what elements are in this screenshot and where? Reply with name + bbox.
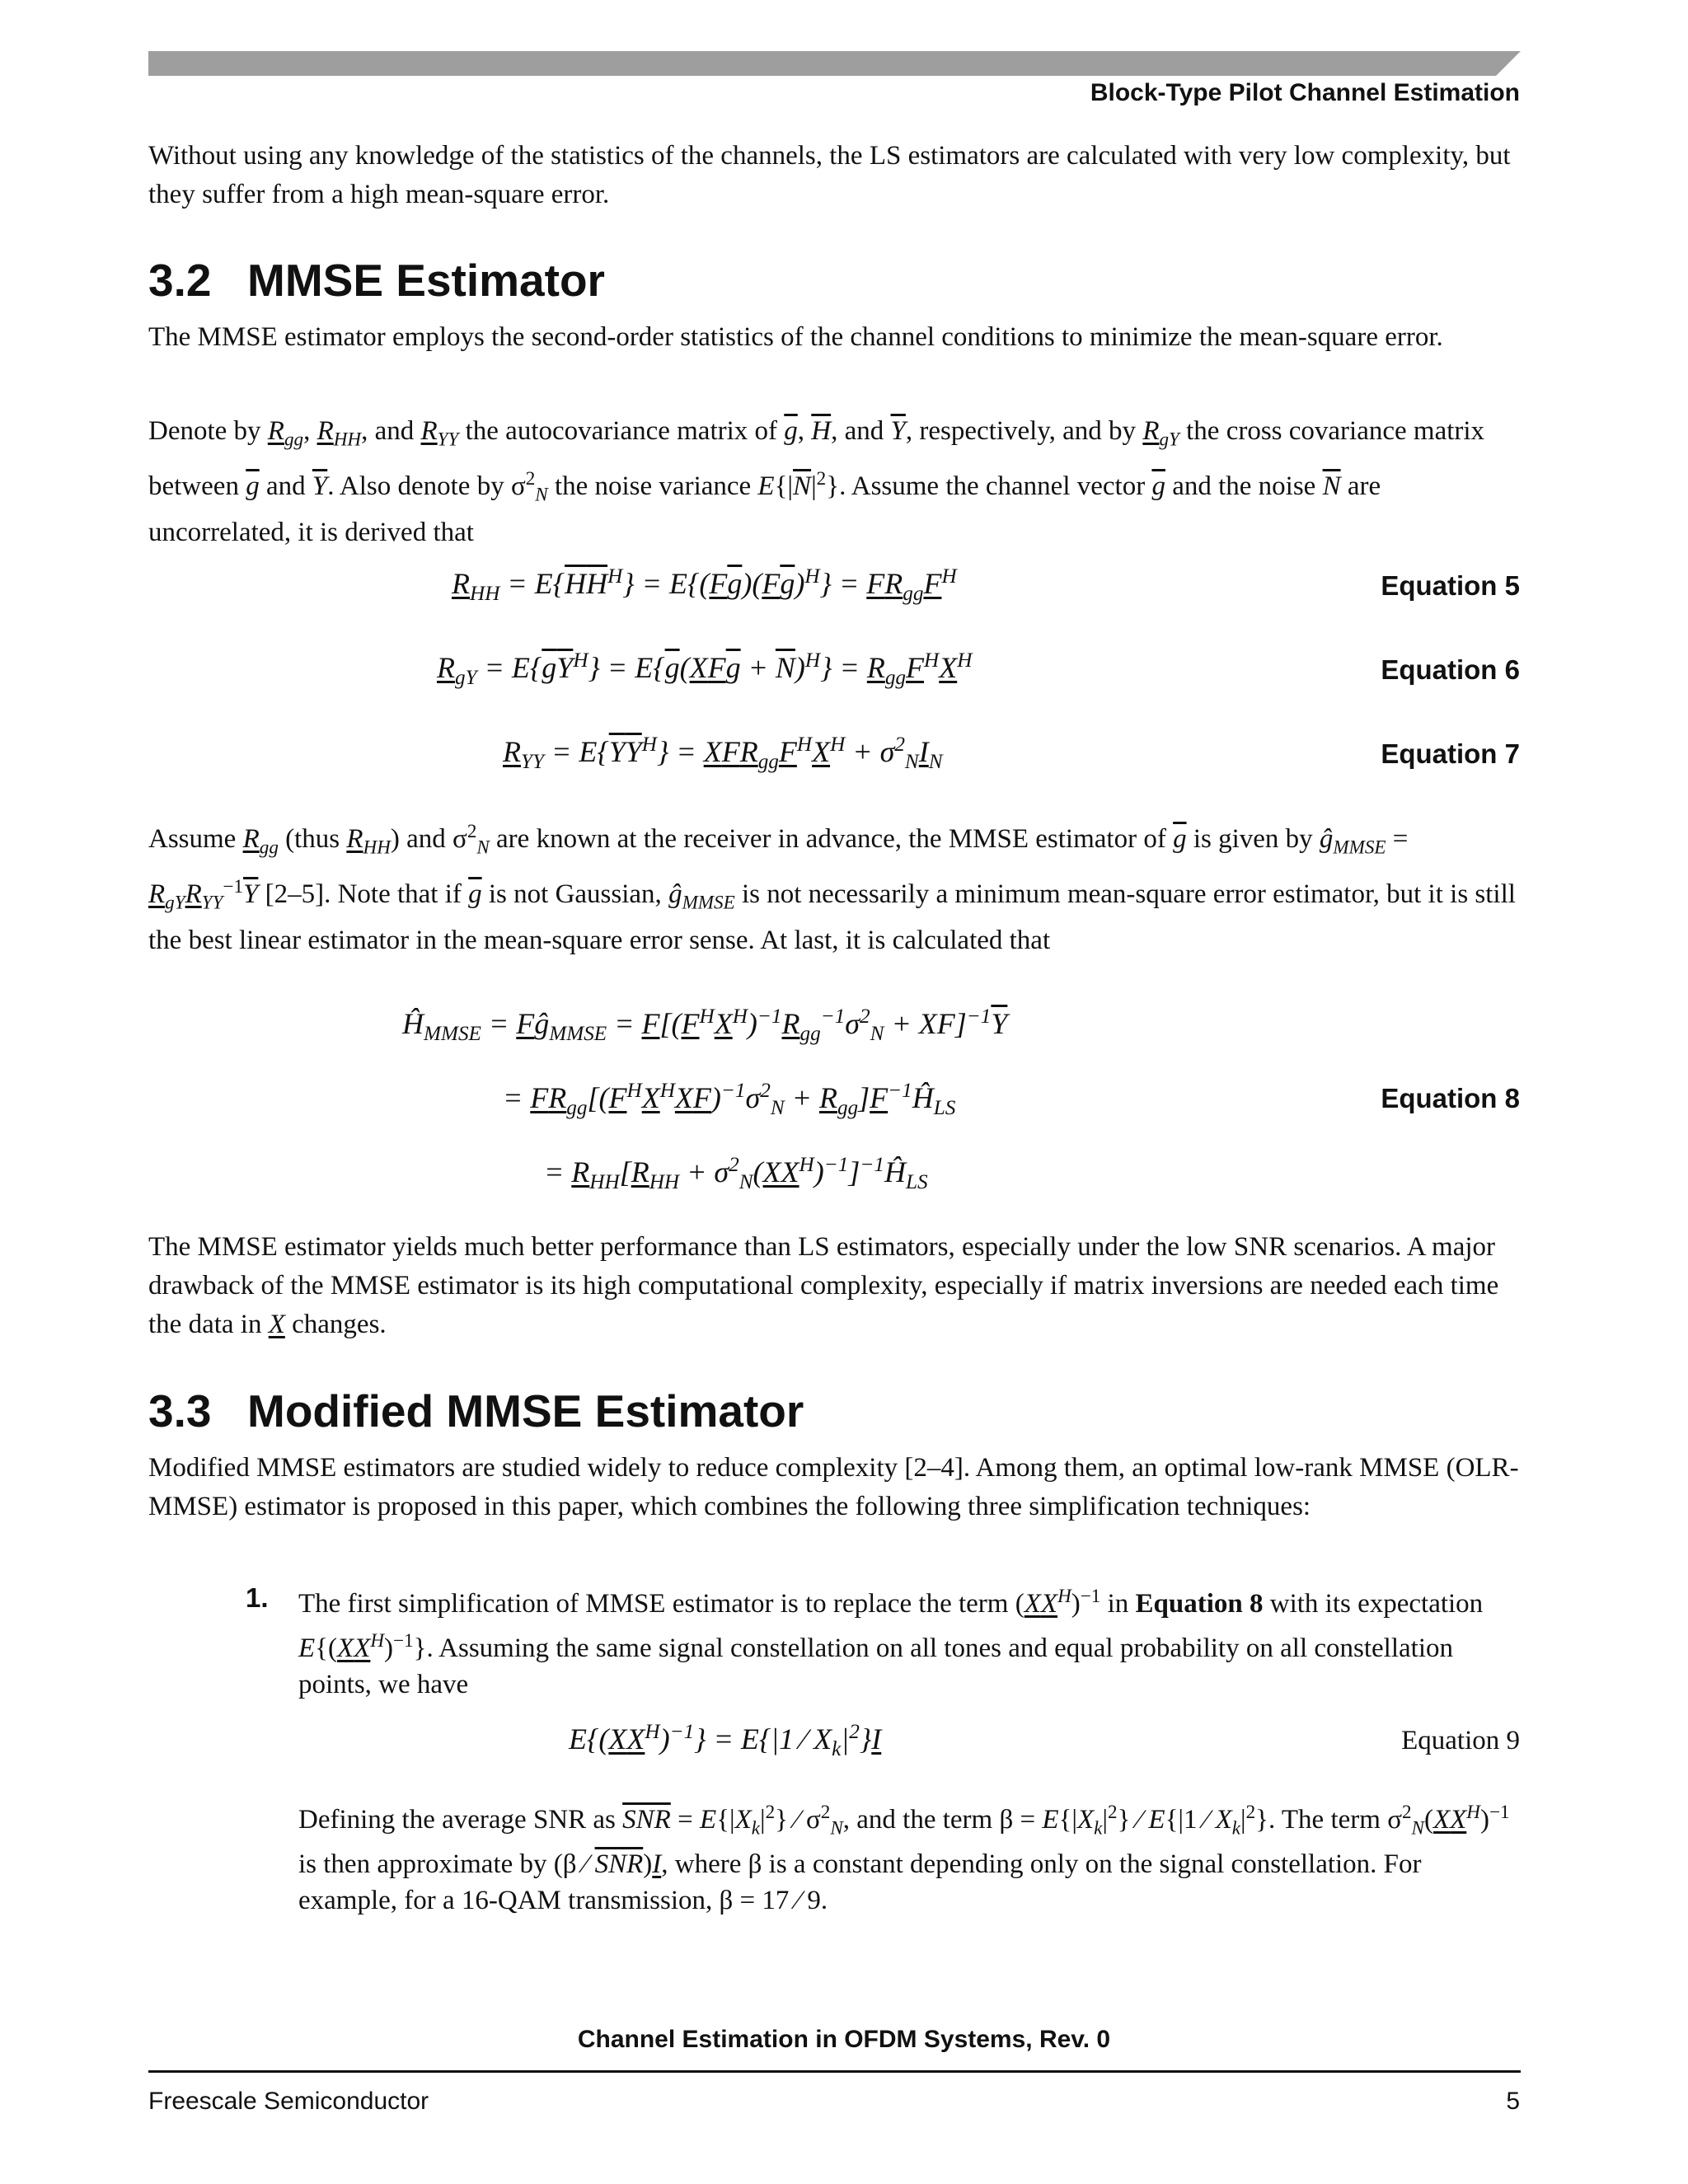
section-heading-3-2 <box>148 254 605 307</box>
equation-8-line-3: = $R_{HH}[R_{HH}$ + $\sigma^2_N(XX^H)^{-1}]^{-1}Ĥ_{LS}$ <box>544 1154 928 1194</box>
equation-8-line-2: = $FR_{gg}[(F^HX^HXF)^{-1}\sigma^2_N$ + $R_{gg}]F^{-1}Ĥ_{LS}$ <box>503 1080 956 1120</box>
list-item-1-continued: Defining the average SNR as $\overline{SNR} = E\{|X_k|^2\}$ ⁄ $\sigma^2_N$, and the term $\beta = E\{|X_k|^2\}$ ⁄ E{|1 ⁄ $X_k|^2$}. The term $\sigma^2_N(XX^H)^{-1}$ is then approximate by (β ⁄ $\overline{SNR})I$, where β is a constant depending only on the signal constellation. For example, for a 16-QAM transmission, β = 17 ⁄ 9. <box>298 1801 1510 1915</box>
footer-company: Freescale Semiconductor <box>148 2088 429 2115</box>
page-number: 5 <box>1506 2088 1520 2115</box>
equation-7-label: Equation 7 <box>1381 738 1520 769</box>
equation-6: $R_{gY} = E\{\overline{g}\overline{Y}^H\} = E\{\overline{g}(XF\overline{g} + \overline{N})^H\} = R_{gg}F^HX^H$ <box>437 649 973 690</box>
list-item-1: The first simplification of MMSE estimator is to replace the term $(XX^H)^{-1}$ in Equation 8 with its expectation $E\{(XX^H)^{-1}\}$. Assuming the same signal constellation on all tones and equal probability on all constellation points, we have <box>298 1585 1484 1699</box>
section-number: 3.2 <box>148 255 212 306</box>
footer-rule <box>148 2070 1521 2073</box>
equation-5: $R_{HH} = E\{\overline{H}\overline{H}^H\} = E\{(F\overline{g})(F\overline{g})^H\} = FR_{gg}F^H$ <box>452 565 957 606</box>
section-title: MMSE Estimator <box>247 255 605 306</box>
mmse-paragraph-3: Assume $R_{gg}$ (thus $R_{HH}$) and $\sigma^2_N$ are known at the receiver in advance, the MMSE estimator of $\overline{g}$ is given by $ĝ_{MMSE} = R_{gY}R_{YY}^{-1}\overline{Y}$ [2–5]. Note that if $\overline{g}$ is not Gaussian, $ĝ_{MMSE}$ is not necessarily a minimum mean-square error estimator, but it is still the best linear estimator in the mean-square error sense. At last, it is calculated that <box>148 820 1516 956</box>
section-number: 3.3 <box>148 1385 212 1436</box>
section-heading-3-3 <box>148 1385 804 1437</box>
footer-title: Channel Estimation in OFDM Systems, Rev. 0 <box>577 2026 1111 2053</box>
list-item-number: 1. <box>246 1582 269 1613</box>
equation-8-line-1: $Ĥ_{MMSE}$ = $Fĝ_{MMSE} = F[(F^HX^H)^{-1}R_{gg}^{-1}\sigma^2_N + XF]^{-1}\overline{Y}$ <box>402 1005 1008 1046</box>
mmse-paragraph-2: Denote by $R_{gg}$, $R_{HH}$, and $R_{YY}$ the autocovariance matrix of $\overline{g}$, $\overline{H}$, and $\overline{Y}$, respectively, and by $R_{gY}$ the cross covariance matrix between $\overline{g}$ and $\overline{Y}$. Also denote by $\sigma^2_N$ the noise variance $E\{|\overline{N}|^2\}$. Assume the channel vector $\overline{g}$ and the noise $\overline{N}$ are uncorrelated, it is derived that <box>148 416 1485 548</box>
equation-9-label: Equation 9 <box>1401 1726 1520 1755</box>
intro-paragraph: Without using any knowledge of the statistics of the channels, the LS estimators are calculated with very low complexity, but they suffer from a high mean-square error. <box>148 141 1511 209</box>
running-title: Block-Type Pilot Channel Estimation <box>1090 79 1520 106</box>
modified-mmse-paragraph: Modified MMSE estimators are studied widely to reduce complexity [2–4]. Among them, an optimal low-rank MMSE (OLR-MMSE) estimator is proposed in this paper, which combines the following three simplification techniques: <box>148 1453 1519 1521</box>
equation-5-label: Equation 5 <box>1381 570 1520 601</box>
mmse-paragraph-1: The MMSE estimator employs the second-order statistics of the channel conditions to minimize the mean-square error. <box>148 322 1443 352</box>
mmse-paragraph-4: The MMSE estimator yields much better performance than LS estimators, especially under the low SNR scenarios. A major drawback of the MMSE estimator is its high computational complexity, especially if matrix inversions are needed each time the data in X changes. <box>148 1232 1499 1339</box>
equation-8-label: Equation 8 <box>1381 1083 1520 1113</box>
section-title: Modified MMSE Estimator <box>247 1385 804 1436</box>
header-bar <box>148 51 1521 76</box>
equation-7: $R_{YY} = E\{\overline{Y}\overline{Y}^H\} = XFR_{gg}F^HX^H + \sigma^2_NI_N$ <box>503 733 943 774</box>
equation-6-label: Equation 6 <box>1381 654 1520 685</box>
equation-9: $E\{(XX^H)^{-1}\} = E\{|1$ ⁄ $X_k|^2\}I$ <box>569 1721 882 1761</box>
